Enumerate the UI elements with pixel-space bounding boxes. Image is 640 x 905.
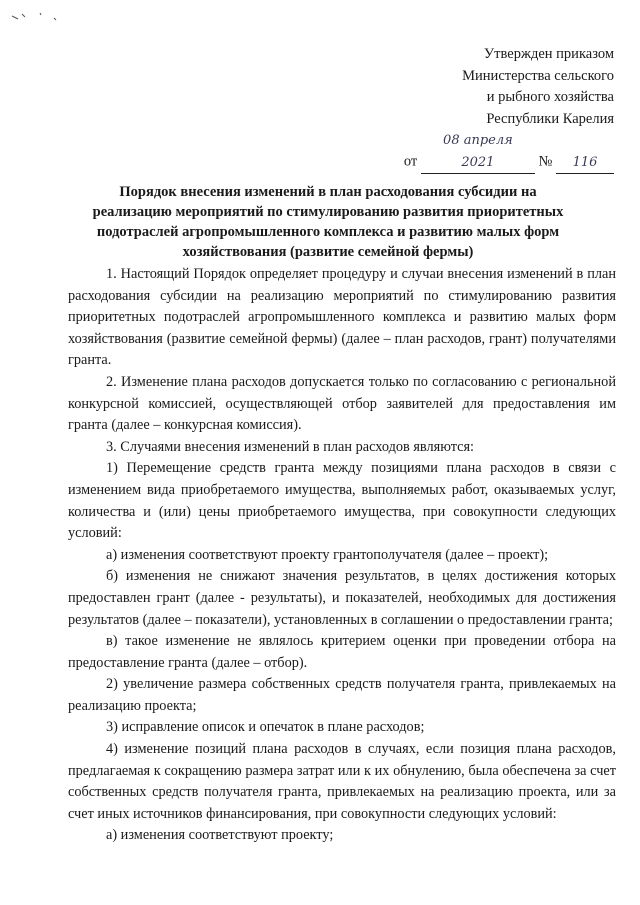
document-title: Порядок внесения изменений в план расходования субсидии на реализацию мероприятий по стимулированию развития приоритетных подотраслей агропромышленного комплекса и развитию малых форм хозяйствования (развитие семейной фермы) xyxy=(92,184,564,260)
body-paragraph: а) изменения соответствуют проекту грантополучателя (далее – проект); xyxy=(106,546,549,563)
scan-artifact xyxy=(10,10,70,24)
document-body xyxy=(68,264,616,847)
approval-line: и рыбного хозяйства xyxy=(486,89,614,105)
approval-stamp xyxy=(354,44,614,174)
approval-line: Министерства сельского xyxy=(462,67,614,84)
body-paragraph: а) изменения соответствуют проекту; xyxy=(106,827,334,844)
body-paragraph: 1) Перемещение средств гранта между позициями плана расходов в связи с изменением вида приобретаемого имущества, выполняемых работ, оказываемых услуг, количества и (или) цены приобретаемого имущества, при совокупности следующих условий: xyxy=(68,460,616,542)
body-paragraph: 4) изменение позиций плана расходов в случаях, если позиция плана расходов, предлагаемая к сокращению размера затрат или к их обнулению, была обеспечена за счет собственных средств получателя гранта, привлекаемых на реализацию проекта, или за счет иных источников финансирования, при совокупности следующих условий: xyxy=(68,741,616,822)
handwritten-number: 116 xyxy=(556,152,614,175)
body-paragraph: 3) исправление описок и опечаток в плане расходов; xyxy=(106,719,425,736)
approval-line: Утвержден приказом xyxy=(483,46,614,62)
body-paragraph: 3. Случаями внесения изменений в план расходов являются: xyxy=(106,438,475,455)
date-prefix: от xyxy=(403,153,418,170)
body-paragraph: 1. Настоящий Порядок определяет процедуру и случаи внесения изменений в план расходования субсидии на реализацию мероприятий по стимулированию развития приоритетных подотраслей агропромышленного комплекса и развитию малых форм хозяйствования (развитие семейной фермы) (далее – план расходов, грант) получателями гранта. xyxy=(68,266,616,369)
handwritten-date: 08 апреля 2021 xyxy=(421,130,535,174)
body-paragraph: 2) увеличение размера собственных средств получателя гранта, привлекаемых на реализацию проекта; xyxy=(68,676,616,714)
body-paragraph: 2. Изменение плана расходов допускается только по согласованию с региональной конкурсной комиссией, осуществляющей отбор заявителей для предоставления им гранта (далее – конкурсная комиссия). xyxy=(68,373,616,434)
approval-date-line xyxy=(354,130,614,174)
body-paragraph: в) такое изменение не являлось критерием оценки при проведении отбора на предоставление гранта (далее – отбор). xyxy=(68,633,616,671)
number-sign: № xyxy=(538,153,553,170)
body-paragraph: б) изменения не снижают значения результатов, в целях достижения которых предоставлен грант (далее - результаты), и показателей, необходимых для достижения результатов (далее – показатели), установленных в соглашении о предоставлении гранта; xyxy=(68,568,616,628)
approval-line: Республики Карелия xyxy=(486,110,614,127)
